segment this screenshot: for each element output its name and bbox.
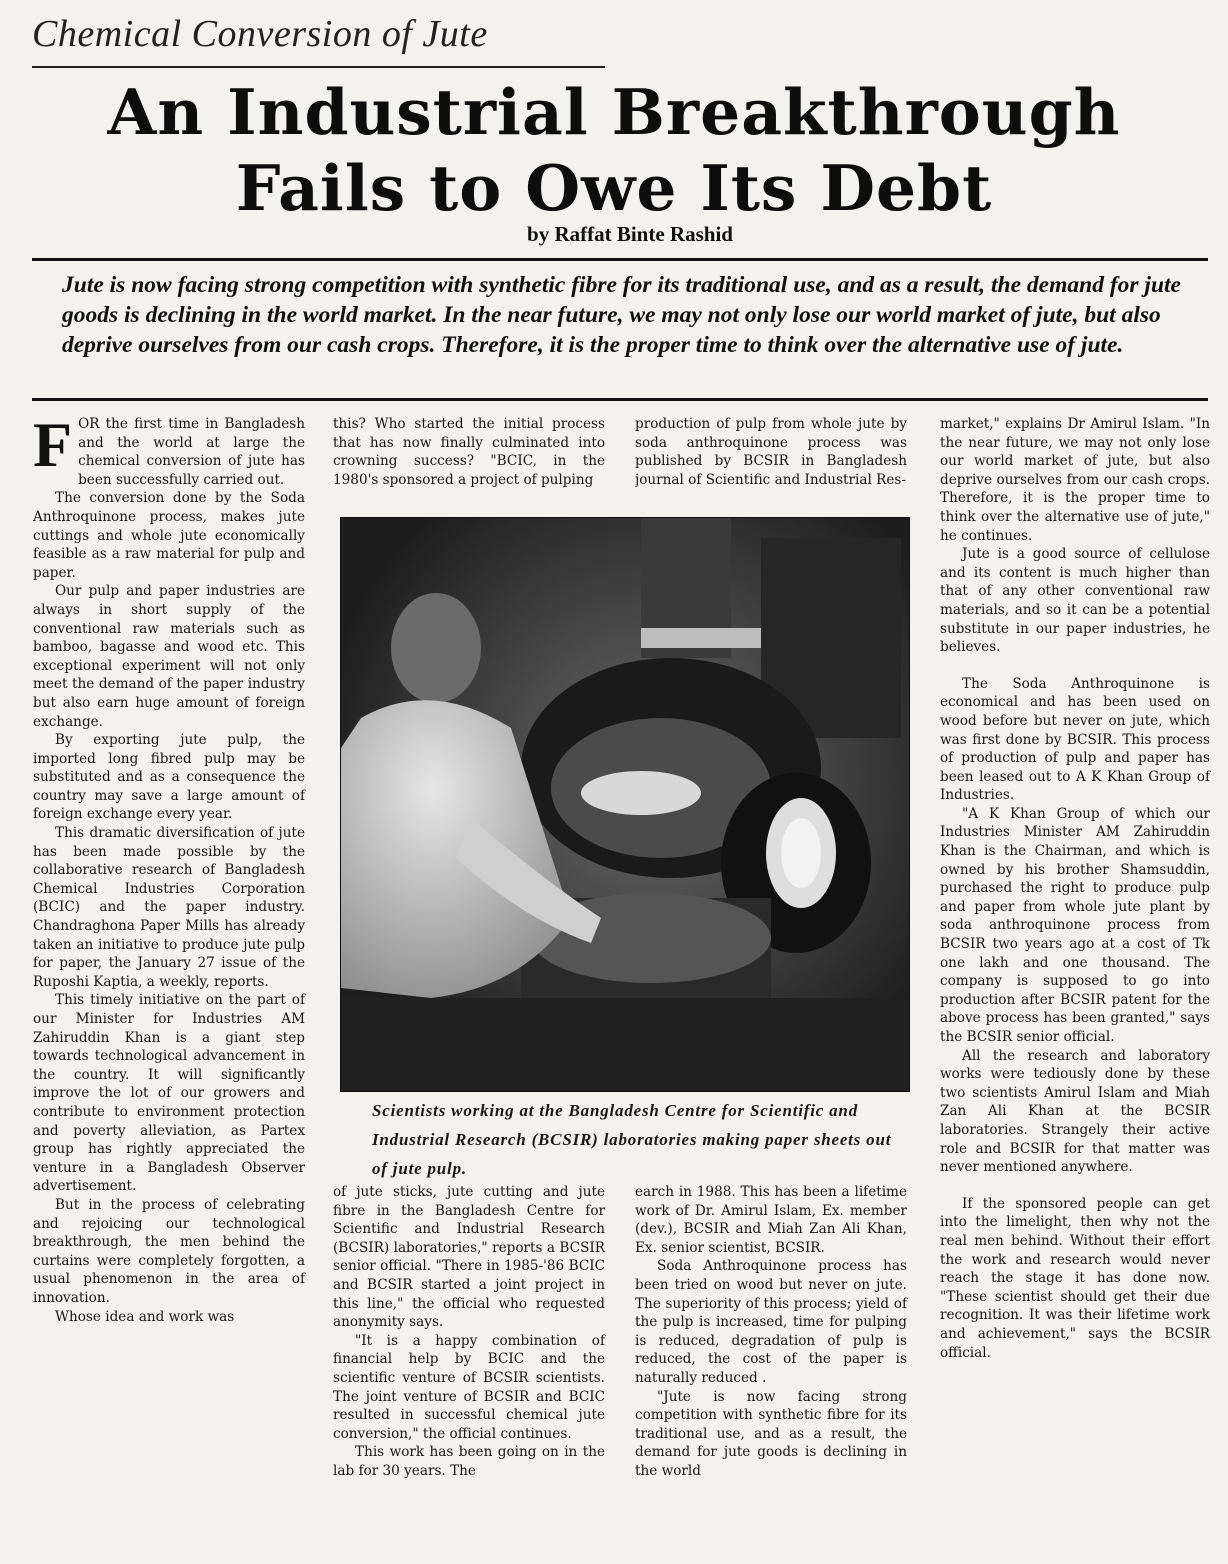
paragraph: "Jute is now facing strong competition with synthetic fibre for its traditional use, and as a result, the demand for jute goods is declining in the world: [635, 1388, 907, 1479]
paragraph: earch in 1988. This has been a lifetime work of Dr. Amirul Islam, Ex. member (dev.), BCSIR and Miah Zan Ali Khan, Ex. senior scientist, BCSIR.: [635, 1184, 907, 1256]
paragraph: This timely initiative on the part of our Minister for Industries AM Zahiruddin Khan is a giant step towards technological advancement in the country. It will significantly improve the lot of our growers and contribute to environment protection and poverty alleviation, as Partex group has rightly appreciated the venture in a Bangladesh Observer advertisement.: [33, 992, 305, 1195]
photo-scientists-lab: [340, 517, 910, 1092]
article-column-3-bottom: [635, 1183, 907, 1481]
paragraph: "A K Khan Group of which our Industries Minister AM Zahiruddin Khan is the Chairman, and which is owned by his brother Shamsuddin, purchased the right to produce pulp and paper from whole jute plant by soda anthroquinone process from BCSIR two years ago at a cost of Tk one lakh and one thousand. The company is supposed to go into production after BCSIR patent for the above process has been granted," says the BCSIR senior official.: [940, 805, 1210, 1045]
paragraph: this? Who started the initial process that has now finally culminated into crowning success? "BCIC, in the 1980's sponsored a project of pulping: [333, 416, 605, 488]
paragraph: But in the process of celebrating and rejoicing our technological breakthrough, the men behind the curtains were completely forgotten, a usual phenomenon in the area of innovation.: [33, 1196, 305, 1306]
kicker-underline: [32, 66, 605, 68]
paragraph: All the research and laboratory works were tediously done by these two scientists Amirul Islam and Miah Zan Ali Khan at the BCSIR laboratories. Strangely their active role and BCSIR for that matter was never mentioned anywhere.: [940, 1047, 1210, 1176]
paragraph: FOR the first time in Bangladesh and the world at large the chemical conversion of jute has been successfully carried out.: [33, 409, 305, 488]
article-column-4: [940, 415, 1210, 1362]
paragraph: production of pulp from whole jute by soda anthroquinone process was published by BCSIR in Bangladesh journal of Scientific and Industrial Res-: [635, 416, 907, 488]
paragraph: By exporting jute pulp, the imported long fibred pulp may be substituted and as a consequence the country may save a large amount of foreign exchange every year.: [33, 732, 305, 823]
photo-caption-text: Scientists working at the Bangladesh Centre for Scientific and Industrial Research (BCSIR) laboratories making paper sheets out of jute pulp.: [372, 1101, 892, 1178]
kicker-title: Chemical Conversion of Jute: [32, 13, 488, 55]
article-column-1: [33, 409, 305, 1326]
article-column-2-bottom: [333, 1183, 605, 1481]
photo-caption: [372, 1096, 912, 1183]
paragraph: market," explains Dr Amirul Islam. "In the near future, we may not only lose our world market of jute, but also deprive ourselves from our cash crops. Therefore, it is the proper time to think over the alternative use of jute," he continues.: [940, 416, 1210, 544]
headline: [0, 74, 1228, 226]
article-column-2-top: [333, 415, 605, 510]
paragraph: Soda Anthroquinone process has been tried on wood but never on jute. The superiority of this process; yield of the pulp is increased, time for pulping is reduced, degradation of pulp is reduced, the cost of the paper is naturally reduced .: [635, 1258, 907, 1386]
paragraph: Whose idea and work was: [55, 1308, 235, 1325]
article-column-3-top: [635, 415, 907, 510]
paragraph: "It is a happy combination of financial help by BCIC and the scientific venture of BCSIR scientists. The joint venture of BCSIR and BCIC resulted in successful chemical jute conversion," the official continues.: [333, 1332, 605, 1442]
standfirst: [62, 270, 1197, 360]
paragraph: This dramatic diversification of jute has been made possible by the collaborative research of Bangladesh Chemical Industries Corporation (BCIC) and the paper industry. Chandraghona Paper Mills has already taken an initiative to produce jute pulp for paper, the January 27 issue of the Ruposhi Kaptia, a weekly, reports.: [33, 825, 305, 990]
standfirst-top-rule: [32, 258, 1208, 261]
photo-image: [341, 518, 909, 1091]
standfirst-text: Jute is now facing strong competition with synthetic fibre for its traditional use, and as a result, the demand for jute goods is declining in the world market. In the near future, we may not only lose our world market of jute, but also deprive ourselves from our cash crops. Therefore, it is the proper time to think over the alternative use of jute.: [62, 272, 1181, 358]
paragraph: The conversion done by the Soda Anthroquinone process, makes jute cuttings and whole jute economically feasible as a raw material for pulp and paper.: [33, 490, 305, 581]
paragraph: This work has been going on in the lab for 30 years. The: [333, 1444, 605, 1479]
headline-line-1: An Industrial Breakthrough: [107, 75, 1121, 149]
paragraph: The Soda Anthroquinone is economical and has been used on wood before but never on jute, which was first done by BCSIR. This process of production of pulp and paper has been leased out to A K Khan Group of Industries.: [940, 675, 1210, 804]
paragraph: If the sponsored people can get into the limelight, then why not the real men behind. Without their effort the work and research would never reach the stage it has done now. "These scientist should get their due recognition. It was their lifetime work and achievement," says the BCSIR official.: [940, 1195, 1210, 1361]
byline: by Raffat Binte Rashid: [527, 222, 733, 246]
paragraph: of jute sticks, jute cutting and jute fibre in the Bangladesh Centre for Scientific and Industrial Research (BCSIR) laboratories," reports a BCSIR senior official. "There in 1985-'86 BCIC and BCSIR started a joint project in this line," the official who requested anonymity says.: [333, 1184, 605, 1331]
headline-line-2: Fails to Owe Its Debt: [235, 151, 993, 225]
paragraph: Jute is a good source of cellulose and its content is much higher than that of any other conventional raw materials, and so it can be a potential substitute in our paper industries, he believes.: [940, 546, 1210, 656]
drop-cap: F: [33, 409, 73, 480]
standfirst-bottom-rule: [32, 398, 1208, 401]
paragraph: Our pulp and paper industries are always in short supply of the conventional raw materials such as bamboo, bagasse and wood etc. This exceptional experiment will not only meet the demand of the paper industry but also earn huge amount of foreign exchange.: [33, 583, 305, 730]
